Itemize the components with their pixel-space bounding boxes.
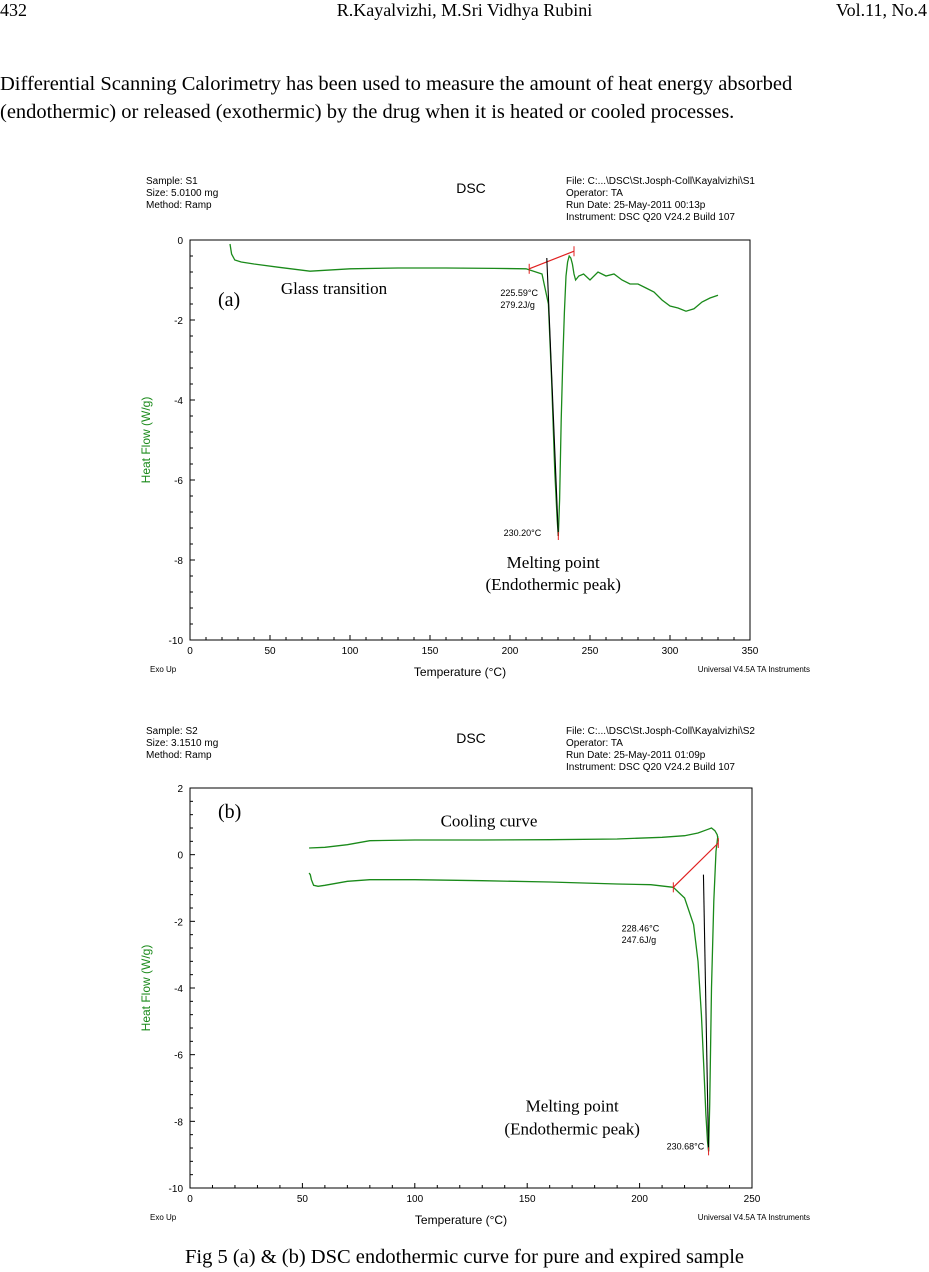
annotation-label: Cooling curve <box>440 811 538 831</box>
x-tick-label: 150 <box>421 646 439 657</box>
figure-caption: Fig 5 (a) & (b) DSC endothermic curve for pure and expired sample <box>184 1246 745 1268</box>
x-tick-label: 0 <box>187 1194 193 1205</box>
x-tick-label: 250 <box>581 646 599 657</box>
baseline-fit-line <box>673 843 718 887</box>
info-left-line: Sample: S2 <box>146 726 198 737</box>
info-right-line: Run Date: 25-May-2011 00:13p <box>566 200 706 211</box>
x-tick-label: 100 <box>406 1194 424 1205</box>
peak-label: 230.20°C <box>503 528 542 538</box>
dsc-chart-b <box>0 700 929 1240</box>
paragraph-line: Differential Scanning Calorimetry has been used to measure the amount of heat energy absorbed <box>0 73 793 95</box>
x-tick-label: 50 <box>264 646 276 657</box>
info-left-line: Size: 3.1510 mg <box>146 738 219 749</box>
info-right-line: Operator: TA <box>566 188 623 199</box>
y-tick-label: -2 <box>174 917 183 929</box>
heat-flow-curve <box>309 836 718 1151</box>
chart-title: DSC <box>456 730 486 746</box>
x-tick-label: 200 <box>501 646 519 657</box>
peak-label: 279.2J/g <box>500 300 535 310</box>
software-label: Universal V4.5A TA Instruments <box>697 665 810 674</box>
running-header <box>0 0 929 24</box>
panel-label: (a) <box>218 289 241 311</box>
y-tick-label: -2 <box>174 316 183 327</box>
y-tick-label: -4 <box>174 396 183 407</box>
y-tick-label: -6 <box>174 476 183 487</box>
plot-frame <box>190 788 752 1188</box>
annotation-label: Glass transition <box>280 279 388 298</box>
x-tick-label: 200 <box>631 1194 648 1205</box>
x-tick-label: 150 <box>518 1194 536 1205</box>
info-right-line: File: C:...\DSC\St.Josph-Coll\Kayalvizhi\S1 <box>566 176 755 187</box>
dsc-chart-a <box>0 150 929 690</box>
y-tick-label: -8 <box>174 556 183 567</box>
y-axis-label: Heat Flow (W/g) <box>139 396 153 484</box>
exo-up-label: Exo Up <box>150 665 177 674</box>
info-right-line: Instrument: DSC Q20 V24.2 Build 107 <box>566 212 735 223</box>
x-tick-label: 350 <box>741 646 759 657</box>
panel-label: (b) <box>218 801 242 823</box>
y-tick-label: -8 <box>174 1117 183 1129</box>
figure-a <box>0 150 929 690</box>
info-left-line: Size: 5.0100 mg <box>146 188 219 199</box>
peak-label: 225.59°C <box>500 288 539 298</box>
peak-label: 247.6J/g <box>621 935 657 945</box>
annotation-label: (Endothermic peak) <box>485 575 621 594</box>
exo-up-label: Exo Up <box>150 1213 177 1222</box>
y-axis-label: Heat Flow (W/g) <box>139 944 153 1032</box>
heat-flow-curve <box>309 828 718 848</box>
y-tick-label: 2 <box>177 784 183 795</box>
chart-title: DSC <box>456 180 486 196</box>
annotation-label: (Endothermic peak) <box>504 1119 640 1139</box>
paragraph-line: (endothermic) or released (exothermic) by the drug when it is heated or cooled processes. <box>0 101 735 123</box>
running-authors: R.Kayalvizhi, M.Sri Vidhya Rubini <box>336 0 593 20</box>
y-tick-label: 0 <box>177 850 183 862</box>
figure-b <box>0 700 929 1240</box>
y-tick-label: 0 <box>177 236 183 247</box>
info-right-line: Instrument: DSC Q20 V24.2 Build 107 <box>566 762 735 773</box>
info-right-line: Operator: TA <box>566 738 623 749</box>
y-tick-label: -10 <box>168 636 183 647</box>
peak-label: 228.46°C <box>621 923 660 934</box>
x-axis-label: Temperature (°C) <box>413 665 507 679</box>
info-left-line: Sample: S1 <box>146 176 198 187</box>
x-tick-label: 250 <box>743 1194 761 1205</box>
body-paragraph <box>0 70 929 126</box>
x-tick-label: 300 <box>661 646 679 657</box>
software-label: Universal V4.5A TA Instruments <box>697 1213 810 1222</box>
x-tick-label: 100 <box>341 646 359 657</box>
x-tick-label: 0 <box>187 646 193 657</box>
y-tick-label: -4 <box>174 984 183 995</box>
x-axis-label: Temperature (°C) <box>414 1213 508 1227</box>
tangent-line <box>547 258 559 536</box>
x-tick-label: 50 <box>296 1194 308 1205</box>
annotation-label: Melting point <box>506 553 600 572</box>
info-left-line: Method: Ramp <box>146 200 212 211</box>
info-right-line: Run Date: 25-May-2011 01:09p <box>566 750 706 761</box>
page-number: 432 <box>0 0 27 20</box>
running-volume: Vol.11, No.4 <box>835 0 927 20</box>
annotation-label: Melting point <box>525 1096 619 1116</box>
plot-frame <box>190 240 750 640</box>
y-tick-label: -6 <box>174 1050 183 1062</box>
info-right-line: File: C:...\DSC\St.Josph-Coll\Kayalvizhi\S2 <box>566 726 755 737</box>
y-tick-label: -10 <box>168 1184 183 1195</box>
info-left-line: Method: Ramp <box>146 750 212 761</box>
peak-label: 230.68°C <box>666 1141 705 1152</box>
